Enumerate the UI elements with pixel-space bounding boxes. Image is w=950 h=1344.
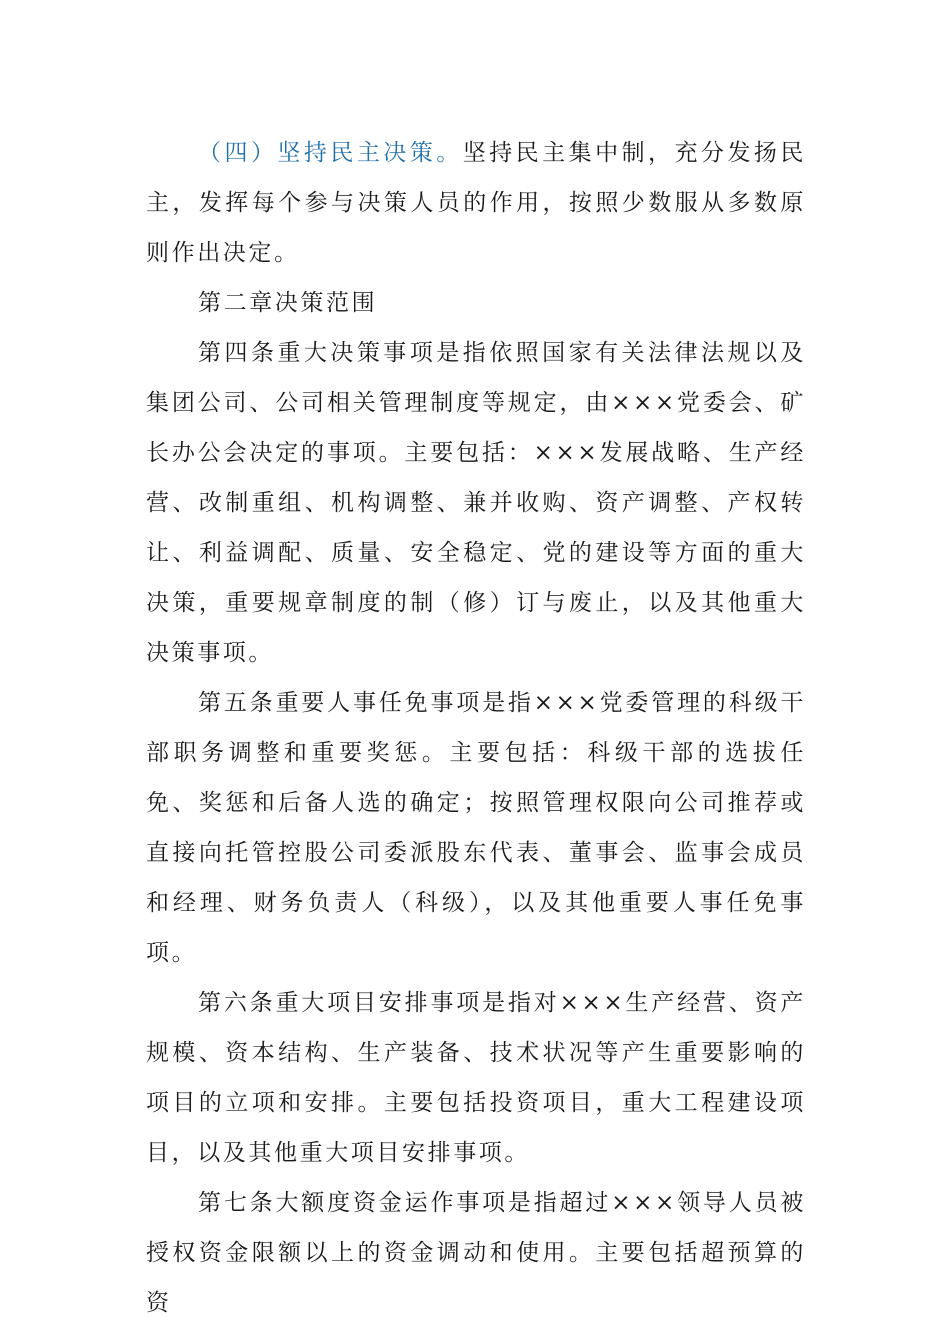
article-5: 第五条重要人事任免事项是指×××党委管理的科级干部职务调整和重要奖惩。主要包括：科级干部的选拔任免、奖惩和后备人选的确定；按照管理权限向公司推荐或直接向托管控股公司委派股东代表、董事会、监事会成员和经理、财务负责人（科级），以及其他重要人事任免事项。: [146, 690, 806, 966]
chapter-title: 第二章决策范围: [198, 290, 378, 316]
section-heading-democratic-decision: （四）坚持民主决策。: [198, 140, 463, 166]
article-7: 第七条大额度资金运作事项是指超过×××领导人员被授权资金限额以上的资金调动和使用。主要包括超预算的资: [146, 1190, 806, 1316]
paragraph-democratic-decision: [146, 128, 806, 278]
article-4: 第四条重大决策事项是指依照国家有关法律法规以及集团公司、公司相关管理制度等规定，由×××党委会、矿长办公会决定的事项。主要包括：×××发展战略、生产经营、改制重组、机构调整、兼并收购、资产调整、产权转让、利益调配、质量、安全稳定、党的建设等方面的重大决策，重要规章制度的制（修）订与废止，以及其他重大决策事项。: [146, 340, 806, 666]
article-6: 第六条重大项目安排事项是指对×××生产经营、资产规模、资本结构、生产装备、技术状况等产生重要影响的项目的立项和安排。主要包括投资项目，重大工程建设项目，以及其他重大项目安排事项。: [146, 990, 806, 1166]
document-body: [146, 128, 806, 1328]
paragraph-text: 坚持民主集中制，充分发扬民主，发挥每个参与决策人员的作用，按照少数服从多数原则作出决定。: [146, 140, 807, 266]
